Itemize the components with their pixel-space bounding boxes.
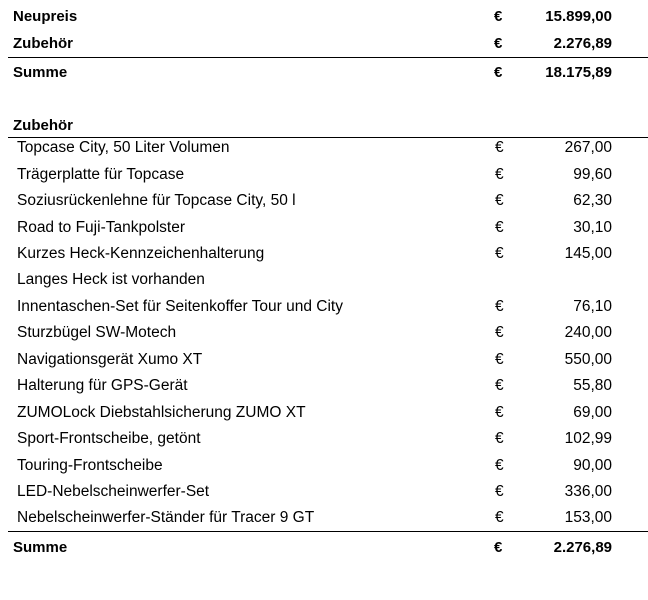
currency-symbol: € — [495, 404, 504, 421]
list-item — [0, 373, 648, 399]
currency-symbol: € — [494, 35, 503, 52]
summary-row-summe — [0, 60, 648, 86]
row-label: Neupreis — [13, 8, 78, 25]
total-label: Summe — [13, 539, 68, 556]
item-label: Topcase City, 50 Liter Volumen — [17, 139, 230, 156]
item-amount: 76,10 — [573, 298, 612, 315]
list-item — [0, 320, 648, 346]
list-item — [0, 479, 648, 505]
currency-symbol: € — [494, 8, 503, 25]
item-label: Trägerplatte für Topcase — [17, 166, 185, 183]
accessories-total-row — [0, 535, 648, 561]
item-label: ZUMOLock Diebstahlsicherung ZUMO XT — [17, 404, 306, 421]
list-item — [0, 294, 648, 320]
summary-row-zubehoer — [0, 31, 648, 57]
item-amount: 90,00 — [573, 457, 612, 474]
currency-symbol: € — [495, 483, 504, 500]
item-label: Soziusrückenlehne für Topcase City, 50 l — [17, 192, 296, 209]
divider — [8, 57, 648, 58]
currency-symbol: € — [494, 64, 503, 81]
currency-symbol: € — [494, 539, 503, 556]
currency-symbol: € — [495, 219, 504, 236]
row-label: Summe — [13, 64, 68, 81]
list-item — [0, 505, 648, 531]
item-label: Sturzbügel SW-Motech — [17, 324, 177, 341]
currency-symbol: € — [495, 298, 504, 315]
item-amount: 336,00 — [564, 483, 612, 500]
list-item — [0, 241, 648, 267]
currency-symbol: € — [495, 430, 504, 447]
row-amount: 2.276,89 — [553, 35, 612, 52]
list-item — [0, 453, 648, 479]
item-label: Sport-Frontscheibe, getönt — [17, 430, 201, 447]
list-item — [0, 188, 648, 214]
row-label: Zubehör — [13, 35, 73, 52]
list-item — [0, 347, 648, 373]
list-item — [0, 215, 648, 241]
item-amount: 240,00 — [564, 324, 612, 341]
item-label: Halterung für GPS-Gerät — [17, 377, 188, 394]
item-amount: 55,80 — [573, 377, 612, 394]
currency-symbol: € — [495, 166, 504, 183]
summary-row-neupreis — [0, 4, 648, 30]
section-heading: Zubehör — [13, 117, 73, 134]
list-item — [0, 162, 648, 188]
currency-symbol: € — [495, 351, 504, 368]
list-item — [0, 267, 648, 293]
item-label: Langes Heck ist vorhanden — [17, 271, 205, 288]
currency-symbol: € — [495, 324, 504, 341]
item-label: Kurzes Heck-Kennzeichenhalterung — [17, 245, 265, 262]
item-amount: 145,00 — [564, 245, 612, 262]
item-amount: 267,00 — [564, 139, 612, 156]
item-amount: 102,99 — [564, 430, 612, 447]
item-label: Navigationsgerät Xumo XT — [17, 351, 203, 368]
item-amount: 69,00 — [573, 404, 612, 421]
list-item — [0, 400, 648, 426]
currency-symbol: € — [495, 139, 504, 156]
divider — [8, 531, 648, 532]
row-amount: 15.899,00 — [545, 8, 612, 25]
currency-symbol: € — [495, 377, 504, 394]
currency-symbol: € — [495, 192, 504, 209]
item-label: Nebelscheinwerfer-Ständer für Tracer 9 GT — [17, 509, 315, 526]
item-amount: 550,00 — [564, 351, 612, 368]
item-amount: 153,00 — [564, 509, 612, 526]
item-label: Road to Fuji-Tankpolster — [17, 219, 185, 236]
total-amount: 2.276,89 — [553, 539, 612, 556]
currency-symbol: € — [495, 509, 504, 526]
item-amount: 30,10 — [573, 219, 612, 236]
list-item — [0, 135, 648, 161]
row-amount: 18.175,89 — [545, 64, 612, 81]
item-label: LED-Nebelscheinwerfer-Set — [17, 483, 210, 500]
list-item — [0, 426, 648, 452]
item-label: Innentaschen-Set für Seitenkoffer Tour und City — [17, 298, 343, 315]
currency-symbol: € — [495, 245, 504, 262]
item-label: Touring-Frontscheibe — [17, 457, 163, 474]
item-amount: 99,60 — [573, 166, 612, 183]
item-amount: 62,30 — [573, 192, 612, 209]
currency-symbol: € — [495, 457, 504, 474]
